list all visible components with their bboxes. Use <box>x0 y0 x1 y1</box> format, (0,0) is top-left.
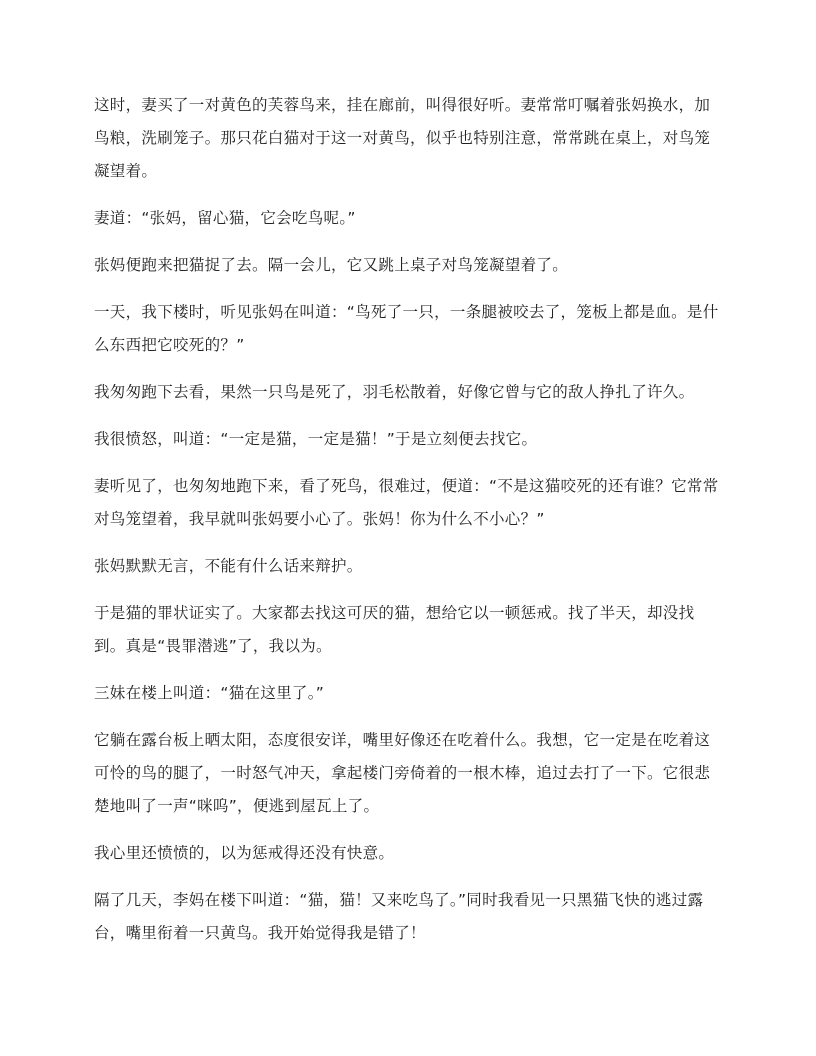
paragraph-12: 我心里还愤愤的，以为惩戒得还没有快意。 <box>94 844 395 862</box>
paragraph-13: 隔了几天，李妈在楼下叫道：“猫，猫！又来吃鸟了。”同时我看见一只黑猫飞快的逃过露台，嘴里衔着一只黄鸟。我开始觉得我是错了！ <box>94 891 704 942</box>
paragraph-4: 一天，我下楼时，听见张妈在叫道：“鸟死了一只，一条腿被咬去了，笼板上都是血。是什么东西把它咬死的？” <box>94 303 719 354</box>
paragraph-7: 妻听见了，也匆匆地跑下来，看了死鸟，很难过，便道：“不是这猫咬死的还有谁？它常常对鸟笼望着，我早就叫张妈要小心了。张妈！你为什么不小心？” <box>94 477 719 528</box>
paragraph-9: 于是猫的罪状证实了。大家都去找这可厌的猫，想给它以一顿惩戒。找了半天，却没找到。真是“畏罪潜逃”了，我以为。 <box>94 604 695 655</box>
paragraph-11: 它躺在露台板上晒太阳，态度很安详，嘴里好像还在吃着什么。我想，它一定是在吃着这可怜的鸟的腿了，一时怒气冲天，拿起楼门旁倚着的一根木棒，追过去打了一下。它很悲楚地叫了一声“咪呜”，便逃到屋瓦上了。 <box>94 731 711 815</box>
document-body <box>94 89 724 964</box>
paragraph-10: 三妹在楼上叫道：“猫在这里了。” <box>94 684 325 702</box>
paragraph-1: 这时，妻买了一对黄色的芙蓉鸟来，挂在廊前，叫得很好听。妻常常叮嘱着张妈换水，加鸟粮，洗刷笼子。那只花白猫对于这一对黄鸟，似乎也特别注意，常常跳在桌上，对鸟笼凝望着。 <box>94 96 711 180</box>
paragraph-2: 妻道：“张妈，留心猫，它会吃鸟呢。” <box>94 209 356 227</box>
paragraph-8: 张妈默默无言，不能有什么话来辩护。 <box>94 557 363 575</box>
paragraph-6: 我很愤怒，叫道：“一定是猫，一定是猫！”于是立刻便去找它。 <box>94 430 538 448</box>
paragraph-3: 张妈便跑来把猫捉了去。隔一会儿，它又跳上桌子对鸟笼凝望着了。 <box>94 256 569 274</box>
paragraph-5: 我匆匆跑下去看，果然一只鸟是死了，羽毛松散着，好像它曾与它的敌人挣扎了许久。 <box>94 383 695 401</box>
